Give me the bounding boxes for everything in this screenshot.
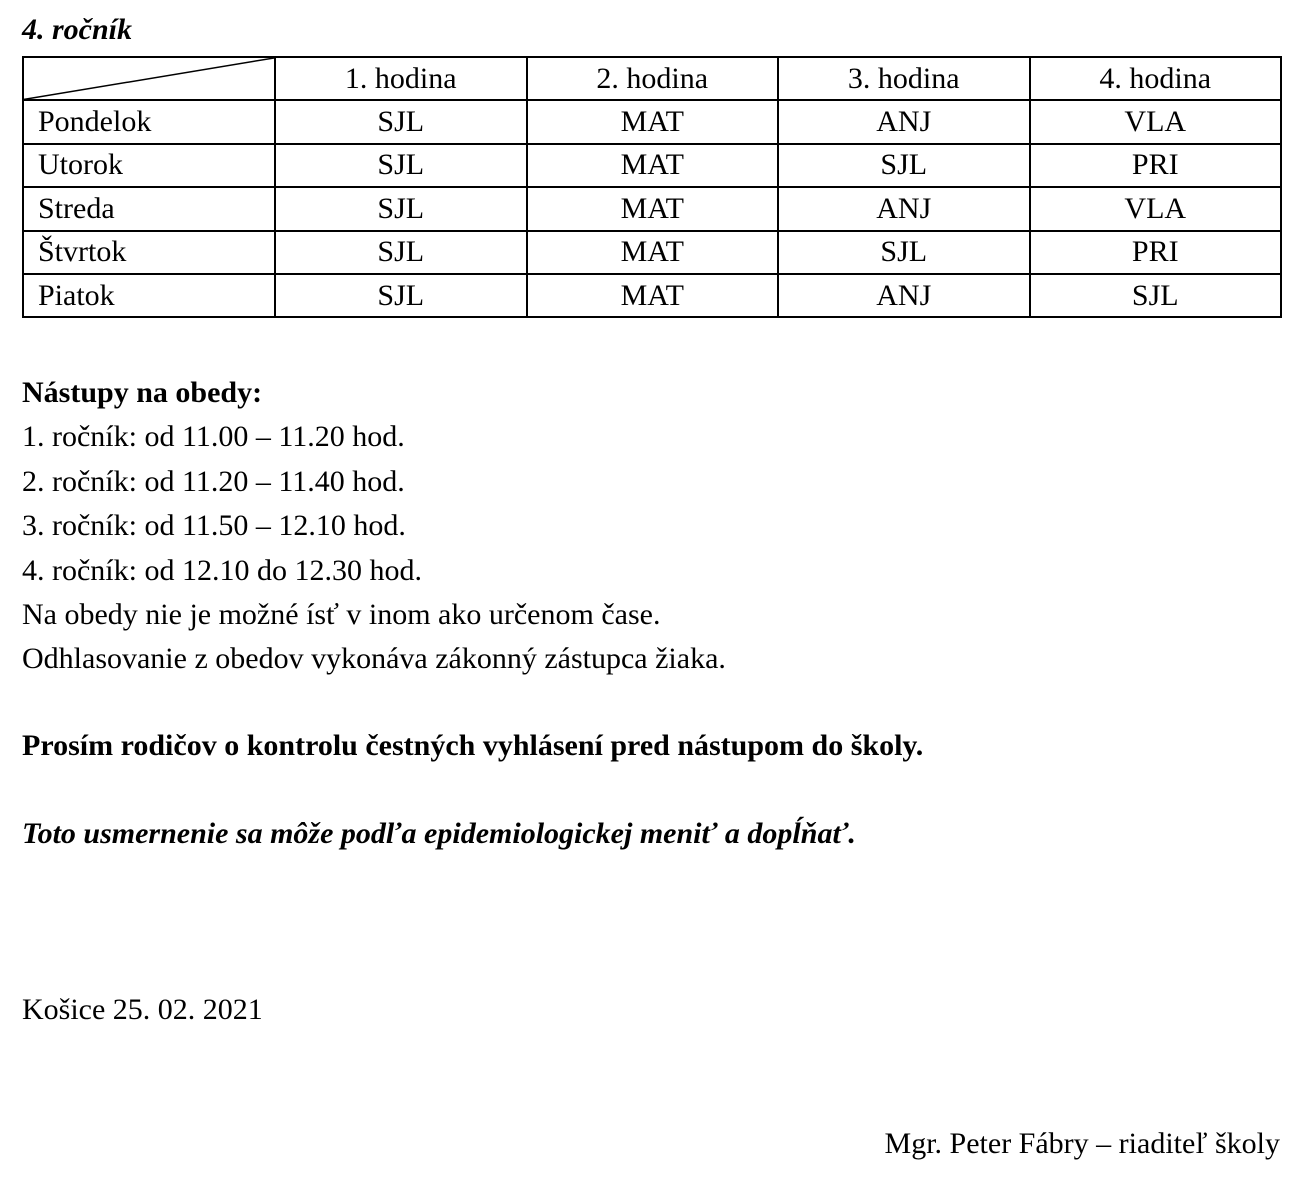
column-header: 1. hodina [275,57,527,100]
epidemiology-note: Toto usmernenie sa môže podľa epidemiologickej meniť a dopĺňať. [22,817,856,850]
lesson-cell: MAT [527,144,779,187]
lesson-cell: ANJ [778,100,1030,143]
lesson-cell: ANJ [778,274,1030,317]
lesson-cell: SJL [778,231,1030,274]
table-row [23,100,1281,143]
day-cell: Pondelok [23,100,275,143]
lesson-cell: VLA [1030,187,1282,230]
timetable-corner-cell [23,57,275,100]
day-cell: Piatok [23,274,275,317]
day-cell: Streda [23,187,275,230]
lesson-cell: SJL [275,144,527,187]
lesson-cell: PRI [1030,144,1282,187]
lesson-cell: VLA [1030,100,1282,143]
lesson-cell: PRI [1030,231,1282,274]
lesson-cell: ANJ [778,187,1030,230]
lunch-line: 4. ročník: od 12.10 do 12.30 hod. [22,553,422,587]
lesson-cell: MAT [527,187,779,230]
lesson-cell: SJL [275,187,527,230]
table-row [23,187,1281,230]
diagonal-line-icon [24,58,274,99]
table-row [23,274,1281,317]
lunch-line: Odhlasovanie z obedov vykonáva zákonný zástupca žiaka. [22,642,726,676]
column-header: 2. hodina [527,57,779,100]
lunch-line: Na obedy nie je možné ísť v inom ako určenom čase. [22,598,661,632]
lesson-cell: SJL [275,231,527,274]
table-row [23,231,1281,274]
parents-request: Prosím rodičov o kontrolu čestných vyhlásení pred nástupom do školy. [22,729,924,762]
lesson-cell: SJL [1030,274,1282,317]
signature: Mgr. Peter Fábry – riaditeľ školy [884,1127,1280,1160]
page-heading: 4. ročník [22,13,133,46]
column-header: 4. hodina [1030,57,1282,100]
lesson-cell: MAT [527,100,779,143]
lesson-cell: MAT [527,231,779,274]
table-row [23,144,1281,187]
lesson-cell: SJL [778,144,1030,187]
timetable [22,56,1282,318]
lunch-line: 3. ročník: od 11.50 – 12.10 hod. [22,509,406,543]
lunch-line: 1. ročník: od 11.00 – 11.20 hod. [22,420,405,454]
lunch-title: Nástupy na obedy: [22,376,263,409]
lesson-cell: SJL [275,100,527,143]
place-date: Košice 25. 02. 2021 [22,993,263,1026]
column-header: 3. hodina [778,57,1030,100]
day-cell: Štvrtok [23,231,275,274]
day-cell: Utorok [23,144,275,187]
lesson-cell: SJL [275,274,527,317]
lunch-line: 2. ročník: od 11.20 – 11.40 hod. [22,464,405,498]
lunch-schedule [22,371,726,682]
timetable-header-row [23,57,1281,100]
lesson-cell: MAT [527,274,779,317]
